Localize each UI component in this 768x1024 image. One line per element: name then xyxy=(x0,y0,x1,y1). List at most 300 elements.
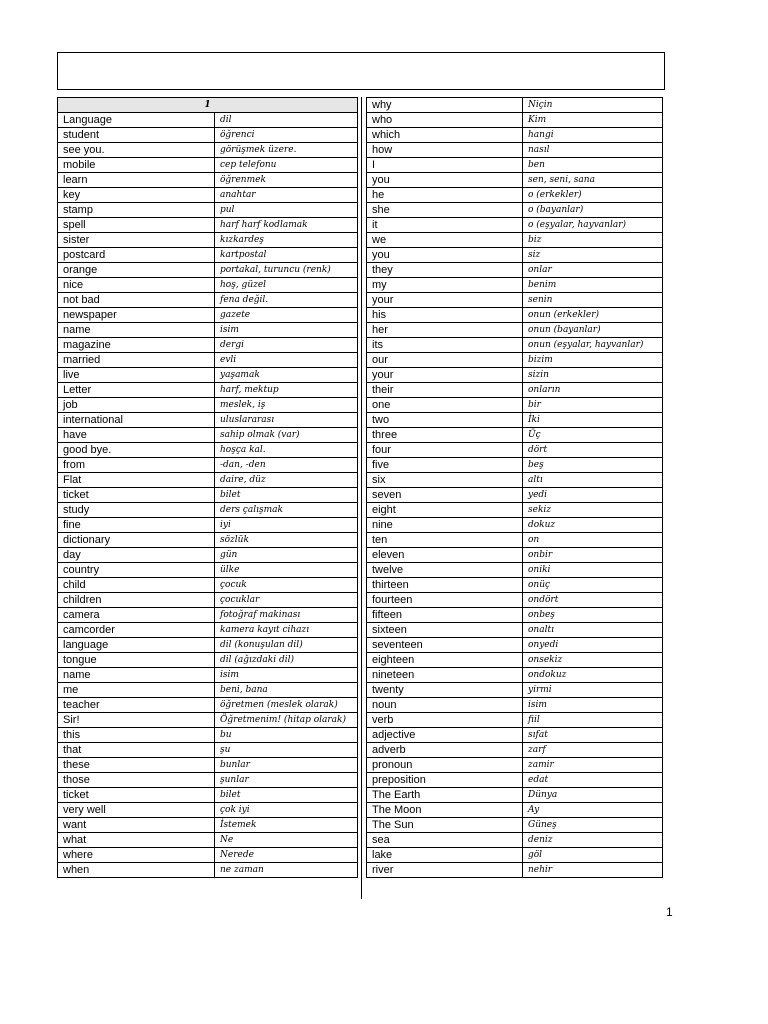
table-row xyxy=(58,698,358,713)
table-row xyxy=(367,503,663,518)
turkish-translation: dokuz xyxy=(523,518,663,533)
turkish-translation: fiil xyxy=(523,713,663,728)
turkish-translation: daire, düz xyxy=(215,473,358,488)
table-row xyxy=(367,713,663,728)
table-row xyxy=(58,743,358,758)
table-row xyxy=(367,818,663,833)
turkish-translation: şunlar xyxy=(215,773,358,788)
english-word: eleven xyxy=(367,548,523,563)
english-word: those xyxy=(58,773,215,788)
turkish-translation: Ay xyxy=(523,803,663,818)
table-row xyxy=(58,623,358,638)
english-word: when xyxy=(58,863,215,878)
english-word: sister xyxy=(58,233,215,248)
english-word: Letter xyxy=(58,383,215,398)
table-row xyxy=(58,713,358,728)
english-word: adverb xyxy=(367,743,523,758)
english-word: language xyxy=(58,638,215,653)
english-word: his xyxy=(367,308,523,323)
english-word: four xyxy=(367,443,523,458)
table-row xyxy=(367,473,663,488)
english-word: she xyxy=(367,203,523,218)
table-row xyxy=(58,578,358,593)
turkish-translation: portakal, turuncu (renk) xyxy=(215,263,358,278)
turkish-translation: İki xyxy=(523,413,663,428)
english-word: they xyxy=(367,263,523,278)
table-row xyxy=(367,743,663,758)
table-row xyxy=(58,368,358,383)
turkish-translation: Ne xyxy=(215,833,358,848)
english-word: her xyxy=(367,323,523,338)
english-word: our xyxy=(367,353,523,368)
english-word: name xyxy=(58,668,215,683)
table-row xyxy=(58,758,358,773)
turkish-translation: Güneş xyxy=(523,818,663,833)
turkish-translation: çocuk xyxy=(215,578,358,593)
english-word: day xyxy=(58,548,215,563)
english-word: job xyxy=(58,398,215,413)
table-row xyxy=(58,323,358,338)
turkish-translation: yirmi xyxy=(523,683,663,698)
english-word: spell xyxy=(58,218,215,233)
table-row xyxy=(58,428,358,443)
english-word: seventeen xyxy=(367,638,523,653)
turkish-translation: onsekiz xyxy=(523,653,663,668)
turkish-translation: görüşmek üzere. xyxy=(215,143,358,158)
turkish-translation: Nerede xyxy=(215,848,358,863)
english-word: orange xyxy=(58,263,215,278)
turkish-translation: ne zaman xyxy=(215,863,358,878)
turkish-translation: pul xyxy=(215,203,358,218)
table-row xyxy=(367,398,663,413)
vocabulary-table-left xyxy=(57,97,358,878)
english-word: key xyxy=(58,188,215,203)
english-word: eighteen xyxy=(367,653,523,668)
english-word: your xyxy=(367,293,523,308)
english-word: have xyxy=(58,428,215,443)
table-row xyxy=(58,128,358,143)
turkish-translation: altı xyxy=(523,473,663,488)
english-word: fifteen xyxy=(367,608,523,623)
english-word: pronoun xyxy=(367,758,523,773)
table-row xyxy=(367,368,663,383)
turkish-translation: dört xyxy=(523,443,663,458)
table-row xyxy=(58,203,358,218)
table-row xyxy=(367,248,663,263)
turkish-translation: kartpostal xyxy=(215,248,358,263)
table-row xyxy=(58,398,358,413)
turkish-translation: oniki xyxy=(523,563,663,578)
table-row xyxy=(58,338,358,353)
table-row xyxy=(367,338,663,353)
table-row xyxy=(58,818,358,833)
english-word: seven xyxy=(367,488,523,503)
table-row xyxy=(367,608,663,623)
table-row xyxy=(58,533,358,548)
english-word: one xyxy=(367,398,523,413)
english-word: noun xyxy=(367,698,523,713)
turkish-translation: sahip olmak (var) xyxy=(215,428,358,443)
english-word: twenty xyxy=(367,683,523,698)
turkish-translation: öğrenci xyxy=(215,128,358,143)
table-row xyxy=(58,293,358,308)
table-row xyxy=(367,683,663,698)
english-word: stamp xyxy=(58,203,215,218)
english-word: what xyxy=(58,833,215,848)
turkish-translation: onun (erkekler) xyxy=(523,308,663,323)
english-word: sea xyxy=(367,833,523,848)
english-word: Flat xyxy=(58,473,215,488)
turkish-translation: Üç xyxy=(523,428,663,443)
table-row xyxy=(58,788,358,803)
table-row xyxy=(367,833,663,848)
turkish-translation: on xyxy=(523,533,663,548)
table-row xyxy=(367,128,663,143)
english-word: The Earth xyxy=(367,788,523,803)
english-word: postcard xyxy=(58,248,215,263)
turkish-translation: hoş, güzel xyxy=(215,278,358,293)
table-row xyxy=(58,353,358,368)
english-word: camcorder xyxy=(58,623,215,638)
turkish-translation: anahtar xyxy=(215,188,358,203)
table-row xyxy=(58,803,358,818)
english-word: nine xyxy=(367,518,523,533)
turkish-translation: evli xyxy=(215,353,358,368)
header-box xyxy=(57,52,665,90)
table-row xyxy=(58,548,358,563)
turkish-translation: gazete xyxy=(215,308,358,323)
english-word: newspaper xyxy=(58,308,215,323)
table-row xyxy=(367,563,663,578)
table-row xyxy=(367,278,663,293)
turkish-translation: zarf xyxy=(523,743,663,758)
turkish-translation: kızkardeş xyxy=(215,233,358,248)
turkish-translation: ders çalışmak xyxy=(215,503,358,518)
table-row xyxy=(58,188,358,203)
english-word: mobile xyxy=(58,158,215,173)
turkish-translation: Öğretmenim! (hitap olarak) xyxy=(215,713,358,728)
table-row xyxy=(58,473,358,488)
english-word: children xyxy=(58,593,215,608)
english-word: we xyxy=(367,233,523,248)
table-row xyxy=(58,458,358,473)
turkish-translation: ben xyxy=(523,158,663,173)
table-row xyxy=(367,518,663,533)
table-row xyxy=(367,758,663,773)
table-row xyxy=(367,773,663,788)
turkish-translation: sekiz xyxy=(523,503,663,518)
english-word: thirteen xyxy=(367,578,523,593)
table-row xyxy=(58,413,358,428)
table-row xyxy=(58,653,358,668)
turkish-translation: sizin xyxy=(523,368,663,383)
turkish-translation: beni, bana xyxy=(215,683,358,698)
table-row xyxy=(58,383,358,398)
table-row xyxy=(367,143,663,158)
table-row xyxy=(367,263,663,278)
table-row xyxy=(367,803,663,818)
turkish-translation: siz xyxy=(523,248,663,263)
turkish-translation: dil (ağızdaki dil) xyxy=(215,653,358,668)
turkish-translation: göl xyxy=(523,848,663,863)
turkish-translation: hoşça kal. xyxy=(215,443,358,458)
table-row xyxy=(367,638,663,653)
table-row xyxy=(367,203,663,218)
english-word: fine xyxy=(58,518,215,533)
english-word: he xyxy=(367,188,523,203)
turkish-translation: şu xyxy=(215,743,358,758)
english-word: which xyxy=(367,128,523,143)
english-word: their xyxy=(367,383,523,398)
turkish-translation: iyi xyxy=(215,518,358,533)
turkish-translation: onbeş xyxy=(523,608,663,623)
turkish-translation: gün xyxy=(215,548,358,563)
table-row xyxy=(58,638,358,653)
english-word: see you. xyxy=(58,143,215,158)
table-row xyxy=(58,863,358,878)
turkish-translation: onlar xyxy=(523,263,663,278)
turkish-translation: yaşamak xyxy=(215,368,358,383)
english-word: river xyxy=(367,863,523,878)
table-row xyxy=(58,218,358,233)
english-word: why xyxy=(367,98,523,113)
english-word: study xyxy=(58,503,215,518)
english-word: my xyxy=(367,278,523,293)
turkish-translation: dergi xyxy=(215,338,358,353)
english-word: ten xyxy=(367,533,523,548)
turkish-translation: edat xyxy=(523,773,663,788)
table-row xyxy=(367,623,663,638)
turkish-translation: cep telefonu xyxy=(215,158,358,173)
table-row xyxy=(58,233,358,248)
turkish-translation: onyedi xyxy=(523,638,663,653)
turkish-translation: ondokuz xyxy=(523,668,663,683)
english-word: Sir! xyxy=(58,713,215,728)
english-word: The Sun xyxy=(367,818,523,833)
table-row xyxy=(58,608,358,623)
table-row xyxy=(58,683,358,698)
english-word: eight xyxy=(367,503,523,518)
english-word: name xyxy=(58,323,215,338)
english-word: preposition xyxy=(367,773,523,788)
turkish-translation: senin xyxy=(523,293,663,308)
table-row xyxy=(367,323,663,338)
turkish-translation: biz xyxy=(523,233,663,248)
table-row xyxy=(58,248,358,263)
english-word: verb xyxy=(367,713,523,728)
table-row xyxy=(367,443,663,458)
table-row xyxy=(367,668,663,683)
turkish-translation: Kim xyxy=(523,113,663,128)
english-word: country xyxy=(58,563,215,578)
turkish-translation: öğretmen (meslek olarak) xyxy=(215,698,358,713)
table-row xyxy=(58,158,358,173)
turkish-translation: sıfat xyxy=(523,728,663,743)
english-word: live xyxy=(58,368,215,383)
english-word: this xyxy=(58,728,215,743)
english-word: ticket xyxy=(58,488,215,503)
table-heading-row xyxy=(58,98,358,113)
turkish-translation: onların xyxy=(523,383,663,398)
turkish-translation: onun (eşyalar, hayvanlar) xyxy=(523,338,663,353)
english-word: twelve xyxy=(367,563,523,578)
table-row xyxy=(58,443,358,458)
english-word: you xyxy=(367,248,523,263)
english-word: nice xyxy=(58,278,215,293)
table-heading: 1 xyxy=(58,98,358,113)
table-row xyxy=(367,218,663,233)
turkish-translation: harf harf kodlamak xyxy=(215,218,358,233)
table-row xyxy=(367,98,663,113)
turkish-translation: zamir xyxy=(523,758,663,773)
turkish-translation: isim xyxy=(215,668,358,683)
turkish-translation: bir xyxy=(523,398,663,413)
table-row xyxy=(58,278,358,293)
table-row xyxy=(367,548,663,563)
english-word: learn xyxy=(58,173,215,188)
english-word: your xyxy=(367,368,523,383)
english-word: good bye. xyxy=(58,443,215,458)
english-word: you xyxy=(367,173,523,188)
table-row xyxy=(367,413,663,428)
english-word: magazine xyxy=(58,338,215,353)
english-word: dictionary xyxy=(58,533,215,548)
table-row xyxy=(367,188,663,203)
table-row xyxy=(367,173,663,188)
turkish-translation: bu xyxy=(215,728,358,743)
english-word: camera xyxy=(58,608,215,623)
english-word: where xyxy=(58,848,215,863)
table-row xyxy=(58,308,358,323)
turkish-translation: onbir xyxy=(523,548,663,563)
english-word: its xyxy=(367,338,523,353)
vocabulary-table-right xyxy=(366,97,663,878)
turkish-translation: fena değil. xyxy=(215,293,358,308)
turkish-translation: onüç xyxy=(523,578,663,593)
english-word: The Moon xyxy=(367,803,523,818)
turkish-translation: dil xyxy=(215,113,358,128)
table-row xyxy=(58,563,358,578)
english-word: that xyxy=(58,743,215,758)
turkish-translation: o (eşyalar, hayvanlar) xyxy=(523,218,663,233)
table-row xyxy=(58,833,358,848)
turkish-translation: sözlük xyxy=(215,533,358,548)
table-row xyxy=(367,788,663,803)
table-row xyxy=(367,458,663,473)
turkish-translation: bizim xyxy=(523,353,663,368)
turkish-translation: bunlar xyxy=(215,758,358,773)
table-row xyxy=(367,863,663,878)
turkish-translation: nasıl xyxy=(523,143,663,158)
turkish-translation: beş xyxy=(523,458,663,473)
english-word: lake xyxy=(367,848,523,863)
table-row xyxy=(367,113,663,128)
turkish-translation: dil (konuşulan dil) xyxy=(215,638,358,653)
english-word: not bad xyxy=(58,293,215,308)
english-word: student xyxy=(58,128,215,143)
turkish-translation: İstemek xyxy=(215,818,358,833)
english-word: five xyxy=(367,458,523,473)
english-word: two xyxy=(367,413,523,428)
table-row xyxy=(367,653,663,668)
page-number: 1 xyxy=(666,905,673,919)
turkish-translation: o (bayanlar) xyxy=(523,203,663,218)
english-word: these xyxy=(58,758,215,773)
turkish-translation: isim xyxy=(523,698,663,713)
table-row xyxy=(58,143,358,158)
turkish-translation: nehir xyxy=(523,863,663,878)
table-row xyxy=(58,728,358,743)
table-row xyxy=(58,503,358,518)
table-row xyxy=(58,668,358,683)
table-row xyxy=(367,848,663,863)
english-word: who xyxy=(367,113,523,128)
english-word: tongue xyxy=(58,653,215,668)
english-word: me xyxy=(58,683,215,698)
turkish-translation: fotoğraf makinası xyxy=(215,608,358,623)
table-row xyxy=(367,158,663,173)
column-divider xyxy=(361,97,362,899)
turkish-translation: Dünya xyxy=(523,788,663,803)
table-row xyxy=(58,263,358,278)
table-row xyxy=(58,113,358,128)
table-row xyxy=(58,173,358,188)
turkish-translation: onaltı xyxy=(523,623,663,638)
turkish-translation: bilet xyxy=(215,788,358,803)
english-word: three xyxy=(367,428,523,443)
turkish-translation: ondört xyxy=(523,593,663,608)
english-word: I xyxy=(367,158,523,173)
english-word: Language xyxy=(58,113,215,128)
english-word: child xyxy=(58,578,215,593)
table-row xyxy=(367,698,663,713)
turkish-translation: bilet xyxy=(215,488,358,503)
table-row xyxy=(58,773,358,788)
english-word: how xyxy=(367,143,523,158)
turkish-translation: öğrenmek xyxy=(215,173,358,188)
table-row xyxy=(367,533,663,548)
turkish-translation: isim xyxy=(215,323,358,338)
english-word: very well xyxy=(58,803,215,818)
table-row xyxy=(367,353,663,368)
table-row xyxy=(367,383,663,398)
turkish-translation: harf, mektup xyxy=(215,383,358,398)
english-word: fourteen xyxy=(367,593,523,608)
turkish-translation: benim xyxy=(523,278,663,293)
table-row xyxy=(367,308,663,323)
turkish-translation: meslek, iş xyxy=(215,398,358,413)
english-word: adjective xyxy=(367,728,523,743)
english-word: ticket xyxy=(58,788,215,803)
table-row xyxy=(58,593,358,608)
table-row xyxy=(367,488,663,503)
turkish-translation: onun (bayanlar) xyxy=(523,323,663,338)
english-word: nineteen xyxy=(367,668,523,683)
turkish-translation: deniz xyxy=(523,833,663,848)
turkish-translation: çok iyi xyxy=(215,803,358,818)
turkish-translation: kamera kayıt cihazı xyxy=(215,623,358,638)
table-row xyxy=(367,428,663,443)
english-word: international xyxy=(58,413,215,428)
turkish-translation: o (erkekler) xyxy=(523,188,663,203)
english-word: want xyxy=(58,818,215,833)
turkish-translation: sen, seni, sana xyxy=(523,173,663,188)
english-word: six xyxy=(367,473,523,488)
table-row xyxy=(58,488,358,503)
table-row xyxy=(58,848,358,863)
table-row xyxy=(367,293,663,308)
english-word: teacher xyxy=(58,698,215,713)
